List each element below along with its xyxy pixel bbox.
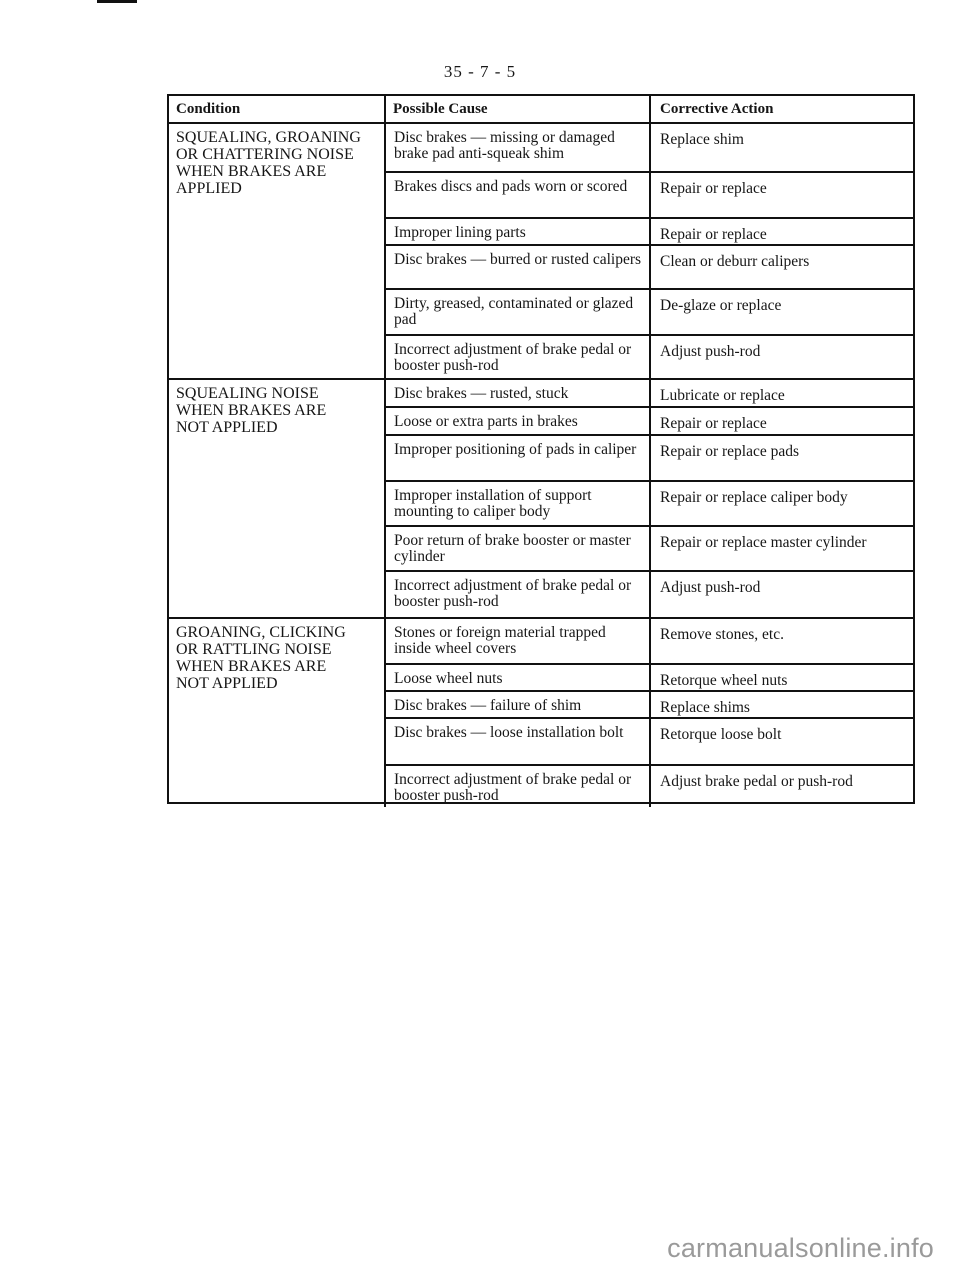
cause-action-group bbox=[384, 380, 913, 619]
table-row bbox=[386, 572, 913, 617]
action-cell: Repair or replace caliper body bbox=[649, 482, 913, 525]
cause-cell: Disc brakes — burred or rusted calipers bbox=[394, 251, 642, 268]
table-row bbox=[386, 619, 913, 665]
action-cell: Remove stones, etc. bbox=[649, 619, 913, 663]
condition-line: GROANING, CLICKING bbox=[176, 624, 346, 641]
table-row bbox=[386, 482, 913, 527]
table-row bbox=[386, 692, 913, 719]
condition-line: WHEN BRAKES ARE bbox=[176, 658, 327, 675]
corner-mark bbox=[97, 0, 137, 3]
condition-line: WHEN BRAKES ARE bbox=[176, 163, 327, 180]
cause-cell: Incorrect adjustment of brake pedal or booster push-rod bbox=[394, 577, 632, 610]
action-cell: Repair or replace bbox=[649, 408, 913, 435]
action-cell: Clean or deburr calipers bbox=[649, 246, 913, 288]
cause-cell: Loose or extra parts in brakes bbox=[394, 413, 578, 430]
cause-cell: Disc brakes — loose installation bolt bbox=[394, 724, 624, 741]
condition-line: SQUEALING NOISE bbox=[176, 385, 319, 402]
cause-cell: Incorrect adjustment of brake pedal or booster push-rod bbox=[394, 341, 632, 374]
condition-line: OR RATTLING NOISE bbox=[176, 641, 332, 658]
action-cell: Retorque loose bolt bbox=[649, 719, 913, 764]
condition-cell bbox=[169, 619, 384, 807]
condition-line: NOT APPLIED bbox=[176, 675, 278, 692]
cause-cell: Improper lining parts bbox=[394, 224, 526, 241]
condition-line: APPLIED bbox=[176, 180, 242, 197]
cause-cell: Incorrect adjustment of brake pedal or booster push-rod bbox=[394, 771, 632, 804]
page-number: 35 - 7 - 5 bbox=[443, 62, 517, 81]
condition-line: NOT APPLIED bbox=[176, 419, 278, 436]
action-cell: Repair or replace bbox=[649, 173, 913, 217]
condition-line: OR CHATTERING NOISE bbox=[176, 146, 354, 163]
table-row bbox=[386, 436, 913, 482]
condition-cell bbox=[169, 380, 384, 619]
table-row bbox=[386, 219, 913, 246]
cause-cell: Improper positioning of pads in caliper bbox=[394, 441, 637, 458]
table-row bbox=[386, 124, 913, 173]
action-cell: Repair or replace master cylinder bbox=[649, 527, 913, 570]
cause-cell: Disc brakes — rusted, stuck bbox=[394, 385, 569, 402]
condition-line: WHEN BRAKES ARE bbox=[176, 402, 327, 419]
action-cell: Replace shims bbox=[649, 692, 913, 719]
cause-action-group bbox=[384, 124, 913, 380]
action-cell: Lubricate or replace bbox=[649, 380, 913, 407]
header-condition: Condition bbox=[169, 96, 384, 124]
cause-cell: Loose wheel nuts bbox=[394, 670, 503, 687]
action-cell: Adjust brake pedal or push-rod bbox=[649, 766, 913, 807]
cause-cell: Improper installation of support mounting to caliper body bbox=[394, 487, 592, 520]
watermark: carmanualsonline.info bbox=[667, 1233, 934, 1263]
action-cell: De-glaze or replace bbox=[649, 290, 913, 334]
cause-cell: Stones or foreign material trapped inside wheel covers bbox=[394, 624, 606, 657]
cause-cell: Disc brakes — missing or damaged brake pad anti-squeak shim bbox=[394, 129, 615, 162]
action-cell: Adjust push-rod bbox=[649, 336, 913, 378]
condition-line: SQUEALING, GROANING bbox=[176, 129, 361, 146]
action-cell: Repair or replace pads bbox=[649, 436, 913, 480]
action-cell: Replace shim bbox=[649, 124, 913, 171]
table-row bbox=[386, 290, 913, 336]
table-row bbox=[386, 336, 913, 378]
table-row bbox=[386, 665, 913, 692]
condition-cell bbox=[169, 124, 384, 380]
cause-cell: Poor return of brake booster or master cylinder bbox=[394, 532, 631, 565]
action-cell: Adjust push-rod bbox=[649, 572, 913, 617]
table-row bbox=[386, 408, 913, 436]
cause-cell: Brakes discs and pads worn or scored bbox=[394, 178, 628, 195]
header-corrective-action: Corrective Action bbox=[649, 96, 913, 124]
header-possible-cause: Possible Cause bbox=[384, 96, 649, 124]
cause-cell: Dirty, greased, contaminated or glazed pad bbox=[394, 295, 634, 328]
action-cell: Repair or replace bbox=[649, 219, 913, 246]
table-row bbox=[386, 380, 913, 408]
table-row bbox=[386, 246, 913, 290]
table-row bbox=[386, 173, 913, 219]
table-row bbox=[386, 766, 913, 807]
troubleshooting-table bbox=[167, 94, 915, 804]
table-row bbox=[386, 527, 913, 572]
cause-cell: Disc brakes — failure of shim bbox=[394, 697, 582, 714]
table-row bbox=[386, 719, 913, 766]
action-cell: Retorque wheel nuts bbox=[649, 665, 913, 692]
cause-action-group bbox=[384, 619, 913, 807]
